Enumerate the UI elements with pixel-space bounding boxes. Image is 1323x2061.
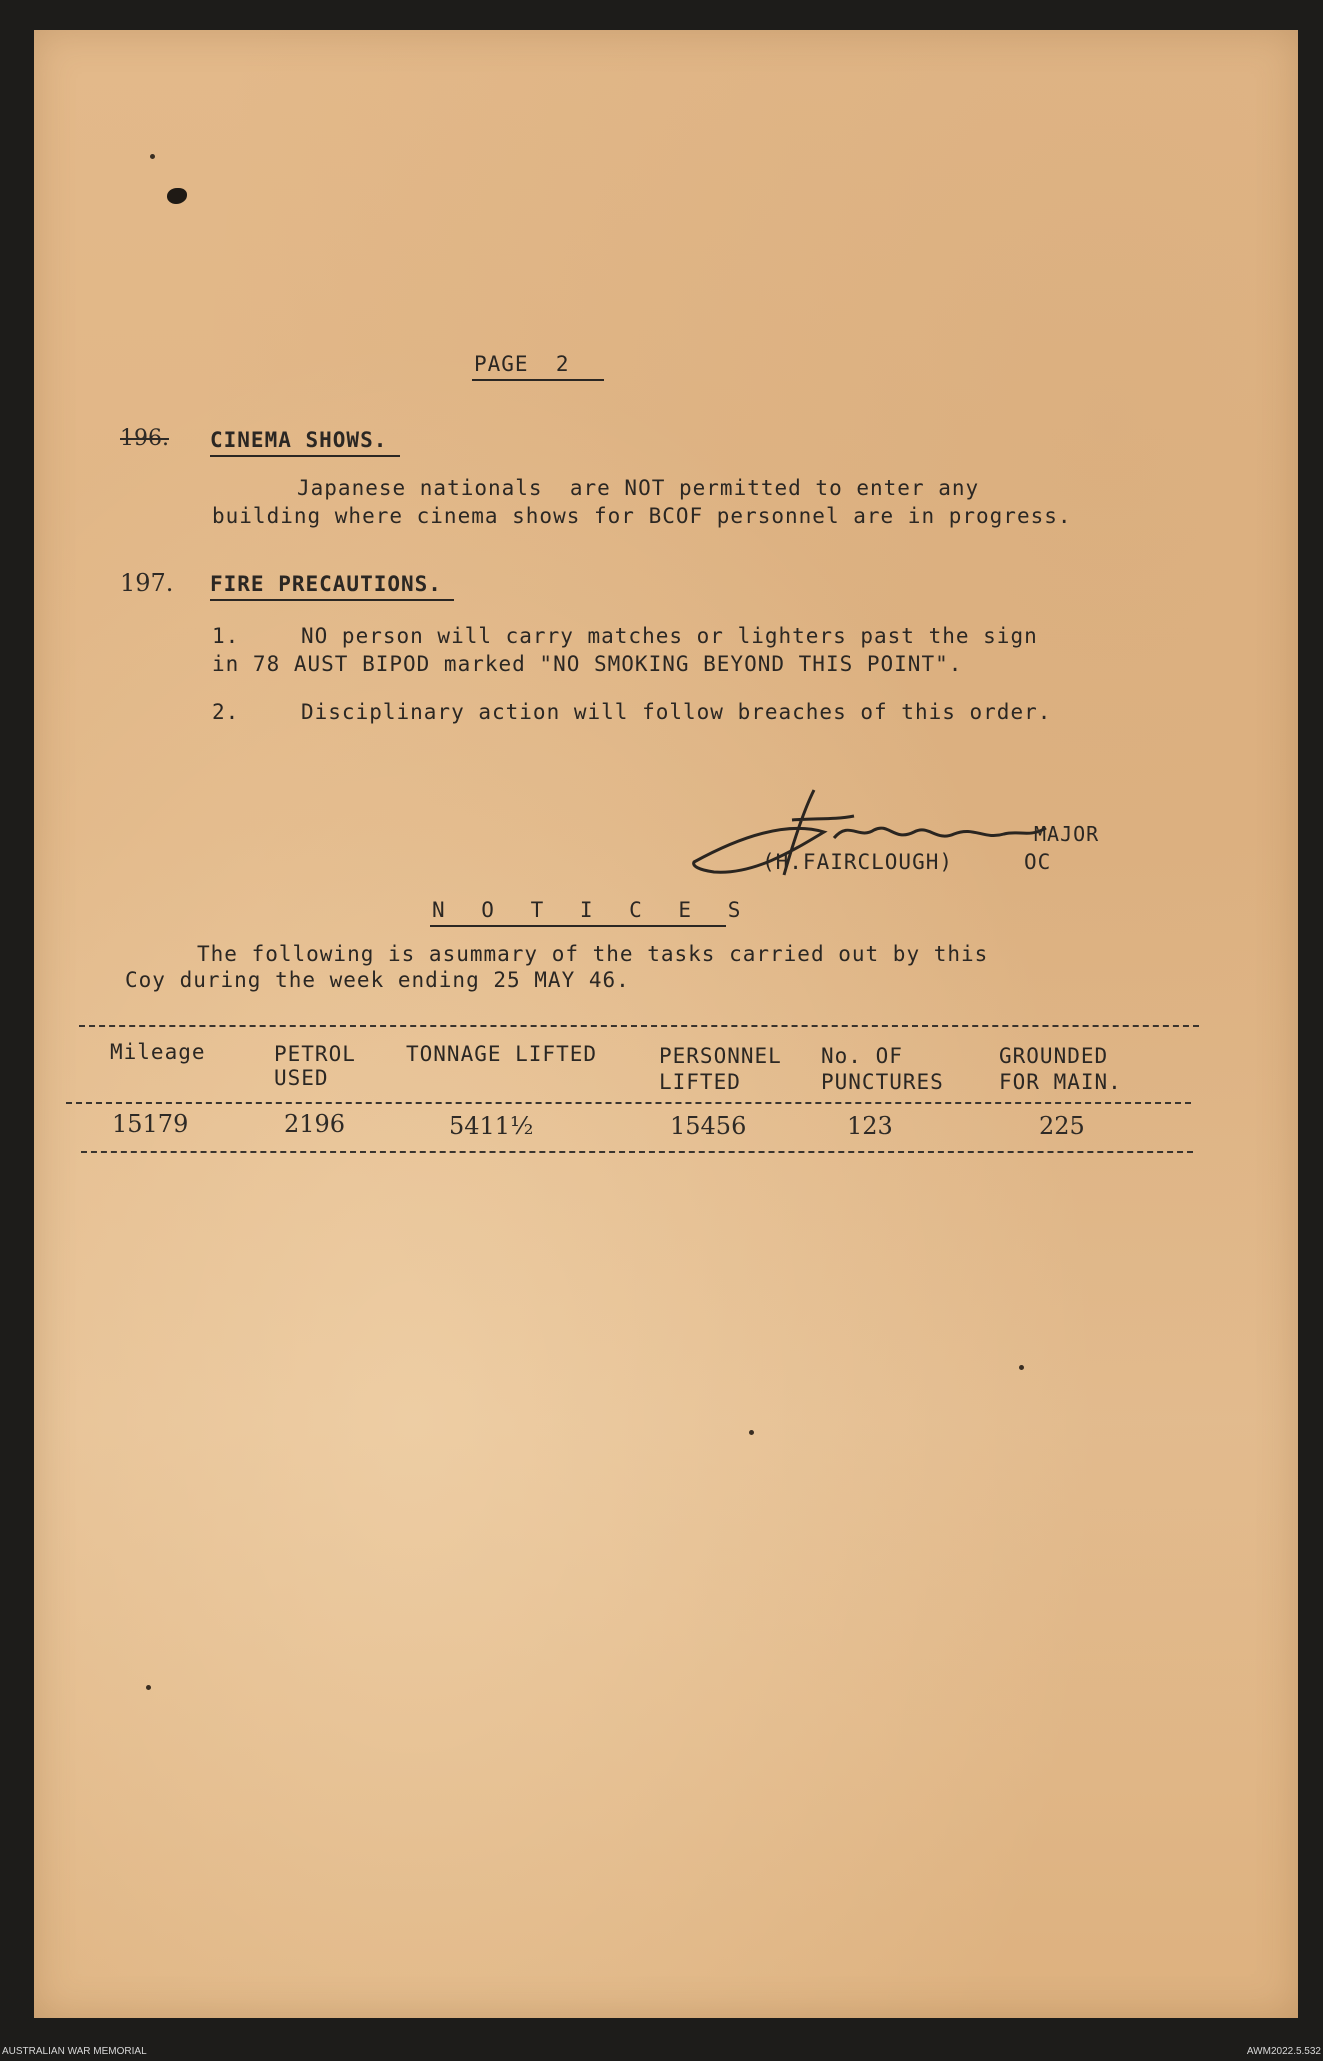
section-title-cinema-underline	[210, 455, 400, 457]
page-header-underline	[472, 379, 604, 381]
paper-speck	[1019, 1365, 1024, 1370]
table-bottom-rule	[81, 1151, 1193, 1153]
section-title-fire: FIRE PRECAUTIONS.	[210, 572, 442, 596]
notices-title: N O T I C E S	[432, 898, 753, 922]
notices-intro-line-2: Coy during the week ending 25 MAY 46.	[125, 968, 630, 992]
col-header-grounded-2: FOR MAIN.	[999, 1070, 1122, 1094]
col-header-personnel-2: LIFTED	[659, 1070, 741, 1094]
section-number-196: 196.	[120, 426, 169, 451]
section-number-197: 197.	[120, 569, 174, 597]
signature-role: OC	[1024, 850, 1052, 874]
value-grounded: 225	[1039, 1112, 1085, 1140]
col-header-tonnage: TONNAGE LIFTED	[406, 1042, 598, 1066]
paper-speck	[146, 1685, 151, 1690]
fire-item-1-line-1: NO person will carry matches or lighters past the sign	[301, 624, 1038, 648]
cinema-text-line-2: building where cinema shows for BCOF personnel are in progress.	[212, 504, 1072, 528]
col-header-petrol-1: PETROL	[274, 1042, 356, 1066]
value-punctures: 123	[847, 1112, 893, 1140]
section-title-fire-underline	[210, 599, 454, 601]
col-header-punctures-1: No. OF	[821, 1044, 903, 1068]
fire-item-2-line-1: Disciplinary action will follow breaches of this order.	[301, 700, 1052, 724]
notices-title-underline	[430, 925, 726, 927]
paper-speck	[749, 1430, 754, 1435]
value-personnel: 15456	[670, 1112, 747, 1140]
col-header-punctures-2: PUNCTURES	[821, 1070, 944, 1094]
document-sheet	[34, 30, 1298, 2018]
paper-speck	[150, 154, 155, 159]
punch-hole	[167, 188, 187, 204]
signature-name: (H.FAIRCLOUGH)	[762, 850, 954, 874]
col-header-grounded-1: GROUNDED	[999, 1044, 1109, 1068]
table-header-rule	[66, 1102, 1191, 1104]
footer-left: AUSTRALIAN WAR MEMORIAL	[2, 2046, 147, 2057]
table-top-rule	[79, 1025, 1199, 1027]
value-mileage: 15179	[112, 1110, 189, 1138]
fire-item-2-number: 2.	[212, 700, 240, 724]
section-title-cinema: CINEMA SHOWS.	[210, 428, 388, 452]
col-header-mileage: Mileage	[110, 1040, 206, 1064]
value-petrol: 2196	[284, 1110, 346, 1138]
footer-right: AWM2022.5.532	[1246, 2046, 1321, 2057]
value-tonnage: 5411½	[449, 1112, 534, 1140]
signature-rank: MAJOR	[1034, 822, 1100, 846]
fire-item-1-line-2: in 78 AUST BIPOD marked "NO SMOKING BEYOND THIS POINT".	[212, 652, 963, 676]
col-header-petrol-2: USED	[274, 1066, 329, 1090]
fire-item-1-number: 1.	[212, 624, 240, 648]
page-header: PAGE 2	[474, 352, 570, 376]
cinema-text-line-1: Japanese nationals are NOT permitted to enter any	[297, 476, 980, 500]
col-header-personnel-1: PERSONNEL	[659, 1044, 782, 1068]
notices-intro-line-1: The following is asummary of the tasks carried out by this	[197, 942, 989, 966]
